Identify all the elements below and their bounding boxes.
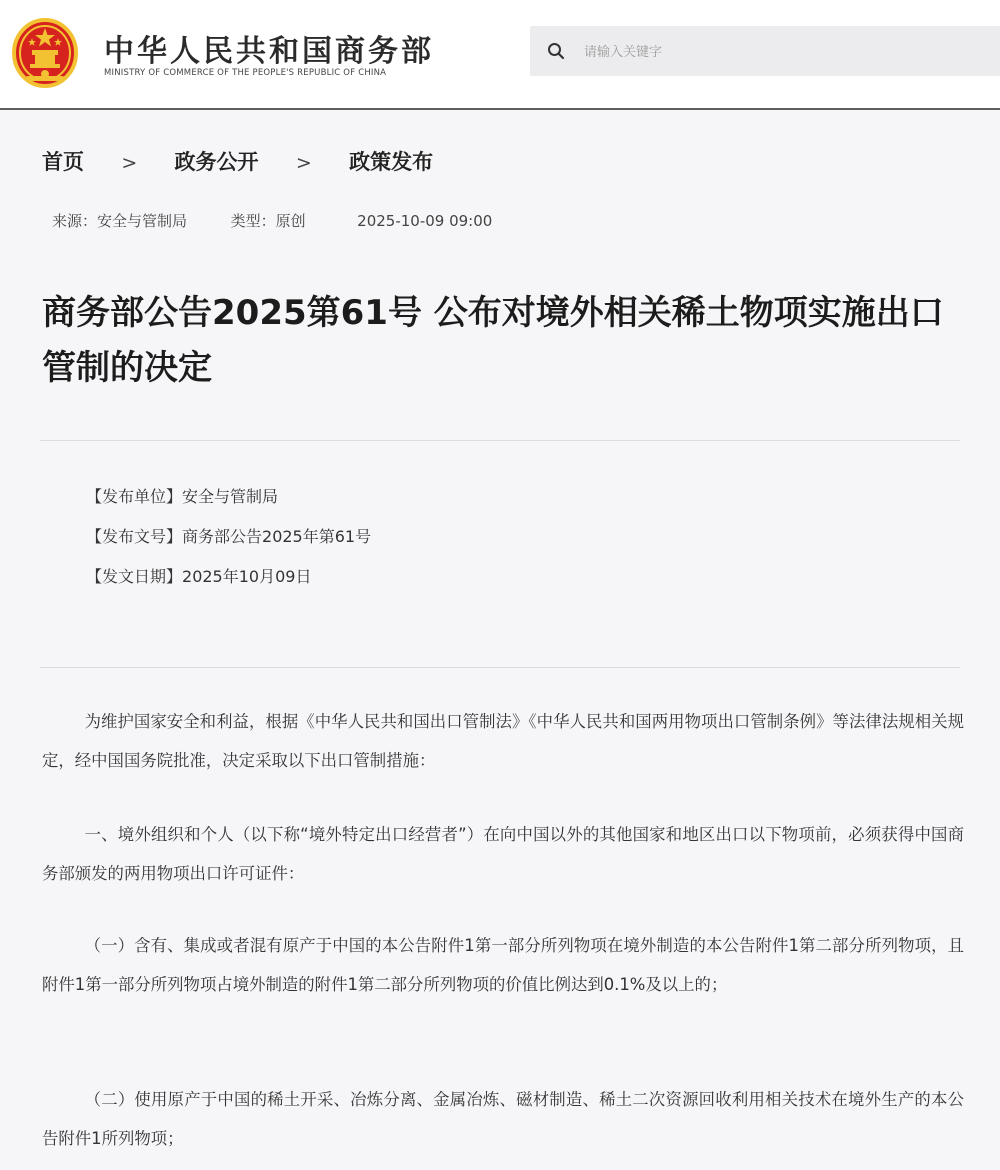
info-doc-number xyxy=(86,524,371,547)
meta-source: 来源：安全与管制局 xyxy=(52,212,188,230)
info-date-value: 2025年10月09日 xyxy=(182,567,312,586)
info-date-label: 【发文日期】 xyxy=(86,567,183,586)
breadcrumb-separator: > xyxy=(121,152,138,174)
body-paragraph: （一）含有、集成或者混有原产于中国的本公告附件1第一部分所列物项在境外制造的本公告附件1第二部分所列物项，且附件1第一部分所列物项占境外制造的附件1第二部分所列物项的价值比例达到0.1%及以上的； xyxy=(42,936,964,994)
body-paragraph: （二）使用原产于中国的稀土开采、冶炼分离、金属冶炼、磁材制造、稀土二次资源回收利用相关技术在境外生产的本公告附件1所列物项； xyxy=(42,1090,964,1148)
info-date xyxy=(86,564,311,587)
site-name-cn[interactable]: 中华人民共和国商务部 xyxy=(104,34,434,69)
site-name-en: MINISTRY OF COMMERCE OF THE PEOPLE'S REPUBLIC OF CHINA xyxy=(104,68,387,78)
search-icon[interactable] xyxy=(546,41,566,61)
search-input[interactable] xyxy=(582,38,966,66)
meta-type: 类型：原创 xyxy=(230,212,306,230)
article-meta xyxy=(52,210,492,231)
body-paragraph: 一、境外组织和个人（以下称“境外特定出口经营者”）在向中国以外的其他国家和地区出口以下物项前，必须获得中国商务部颁发的两用物项出口许可证件： xyxy=(42,825,964,883)
info-doc-number-value: 商务部公告2025年第61号 xyxy=(182,527,372,546)
info-publisher xyxy=(86,484,278,507)
site-header xyxy=(0,0,1000,110)
breadcrumb-item-policy-release[interactable]: 政策发布 xyxy=(349,150,434,174)
breadcrumb-separator: > xyxy=(295,152,312,174)
search-box[interactable] xyxy=(530,26,1000,76)
breadcrumb-item-government-affairs[interactable]: 政务公开 xyxy=(174,150,259,174)
info-publisher-label: 【发布单位】 xyxy=(86,487,183,506)
breadcrumb-item-home[interactable]: 首页 xyxy=(42,150,84,174)
national-emblem-icon[interactable] xyxy=(12,16,78,88)
info-publisher-value: 安全与管制局 xyxy=(182,487,279,506)
meta-datetime: 2025-10-09 09:00 xyxy=(357,212,493,230)
breadcrumb xyxy=(42,146,433,176)
divider xyxy=(40,440,960,441)
info-doc-number-label: 【发布文号】 xyxy=(86,527,183,546)
article-title: 商务部公告2025第61号 公布对境外相关稀土物项实施出口管制的决定 xyxy=(42,293,944,388)
body-paragraph: 为维护国家安全和利益，根据《中华人民共和国出口管制法》《中华人民共和国两用物项出口管制条例》等法律法规相关规定，经中国国务院批准，决定采取以下出口管制措施： xyxy=(42,712,964,770)
divider xyxy=(40,667,960,668)
